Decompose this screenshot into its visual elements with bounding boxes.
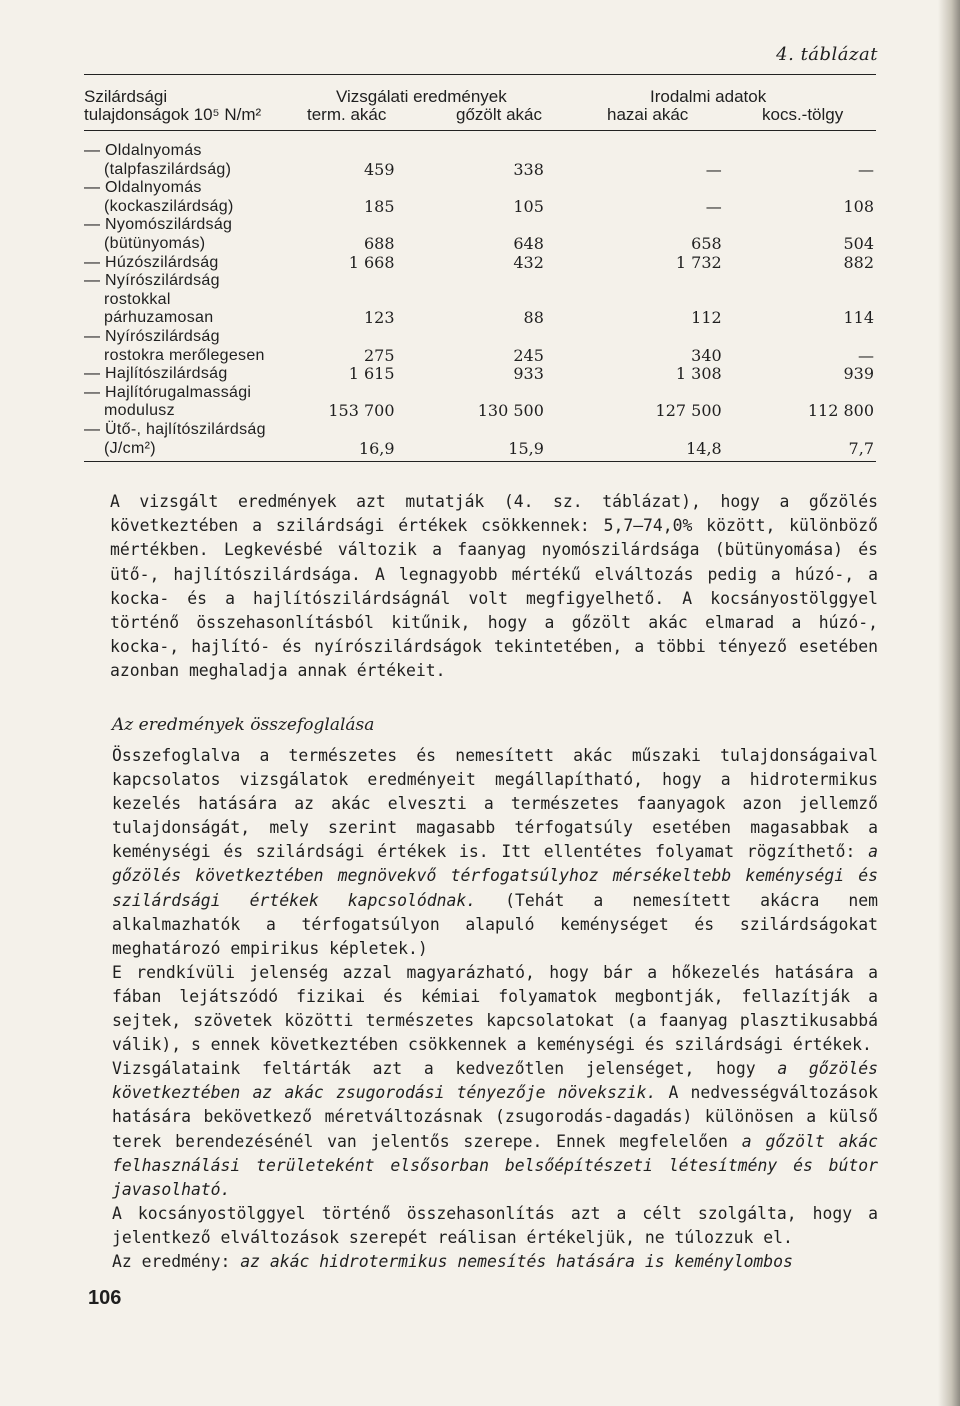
row-label: — Oldalnyomás bbox=[84, 142, 202, 159]
summary-emphasis: a gőzölés következtében megnövekvő térfogatsúlyhoz mérsékeltebb keménységi és szilárdsági értékek kapcsolódnak. bbox=[112, 842, 878, 910]
header-col0-line2: tulajdonságok 10⁵ N/m² bbox=[84, 105, 262, 124]
table-top-rule bbox=[84, 74, 876, 75]
cell-kocs-tolgy: 112 800 bbox=[807, 401, 874, 421]
cell-kocs-tolgy: — bbox=[858, 159, 874, 179]
header-col4: kocs.-tölgy bbox=[762, 105, 844, 124]
row-label: (kockaszilárdság) bbox=[104, 197, 234, 215]
row-label: — Húzószilárdság bbox=[84, 253, 219, 271]
cell-term-akac: 688 bbox=[363, 233, 395, 253]
cell-gozolt-akac: 130 500 bbox=[477, 401, 544, 421]
cell-term-akac: 1 668 bbox=[348, 252, 395, 272]
strength-table bbox=[84, 142, 874, 458]
table-row bbox=[84, 328, 874, 347]
row-label: (bütünyomás) bbox=[104, 234, 206, 252]
row-label: rostokkal bbox=[104, 290, 171, 308]
cell-hazai-akac: 127 500 bbox=[655, 401, 722, 421]
cell-hazai-akac: — bbox=[705, 159, 722, 179]
cell-kocs-tolgy: 7,7 bbox=[848, 438, 874, 458]
header-group-results: Vizsgálati eredmények bbox=[336, 87, 507, 106]
paragraph-text: A vizsgált eredmények azt mutatják (4. sz. táblázat), hogy a gőzölés következtében a szilárdsági értékek csökkennek: 5,7—74,0% között, különböző mértékben. Legkevésbé változik a faanyag nyomószilárdsága (bütünyomása) és ütő-, hajlítószilárdsága. A legnagyobb mértékű elváltozás pedig a húzó-, a kocka- és a hajlítószilárdságnál volt megfigyelhető. A kocsányostölggyel történő összehasonlításból kitűnik, hogy a gőzölt akác elmarad a húzó-, kocka-, hajlító- és nyírószilárdságok tekintetében, a többi tényező esetében azonban meghaladja annak értékeit. bbox=[110, 492, 878, 681]
table-row bbox=[84, 384, 874, 403]
summary-text bbox=[112, 744, 878, 1274]
cell-kocs-tolgy: 882 bbox=[843, 252, 874, 272]
summary-paragraph-1 bbox=[112, 744, 878, 961]
cell-hazai-akac: 14,8 bbox=[686, 438, 722, 458]
header-col0-line1: Szilárdsági bbox=[84, 87, 168, 106]
header-col2: gőzölt akác bbox=[456, 105, 542, 124]
cell-hazai-akac: 1 308 bbox=[675, 364, 722, 384]
row-label: (talpfaszilárdság) bbox=[104, 160, 232, 178]
header-col3: hazai akác bbox=[607, 105, 689, 124]
table-row bbox=[84, 291, 874, 310]
table-bottom-rule bbox=[84, 461, 876, 462]
summary-text-span: Vizsgálataink feltárták azt a kedvezőtlen jelenséget, hogy bbox=[112, 1059, 778, 1079]
cell-hazai-akac: 340 bbox=[691, 345, 722, 365]
table-header-rule bbox=[84, 130, 876, 131]
summary-text-span: A nedvességváltozások hatására bekövetkező méretváltozásnak (zsugorodás-dagadás) különösen a külső terek berendezésénél van jelentős szerepe. Ennek megfelelően bbox=[112, 1083, 878, 1151]
cell-term-akac: 185 bbox=[363, 196, 395, 216]
header-group-literature: Irodalmi adatok bbox=[650, 87, 767, 106]
table-row bbox=[84, 309, 874, 328]
cell-gozolt-akac: 15,9 bbox=[508, 438, 544, 458]
cell-term-akac: 123 bbox=[363, 308, 395, 328]
summary-text-span: (Tehát a nemesített akácra nem alkalmazhatók a térfogatsúlyon alapuló keménységet és szilárdságokat meghatározó empirikus képletek.) bbox=[112, 890, 878, 958]
row-label: — Nyírószilárdság bbox=[84, 272, 220, 290]
summary-text-span: Összefoglalva a természetes és nemesített akác műszaki tulajdonságaival kapcsolatos vizsgálatok eredményeit megállapítható, hogy a hidrotermikus kezelés hatására az akác elveszti a természetes faanyagok azon jellemző tulajdonságát, mely szerint magasabb térfogatsúly esetében magasabbak a keménységi és szilárdsági értékek is. Itt ellentétes folyamat rögzíthető: bbox=[112, 746, 878, 862]
table-row bbox=[84, 142, 874, 161]
header-col1: term. akác bbox=[307, 105, 387, 124]
summary-text-span: Az eredmény: bbox=[112, 1251, 241, 1271]
table-row bbox=[84, 365, 874, 384]
row-label: — Hajlítószilárdság bbox=[84, 365, 228, 383]
cell-kocs-tolgy: 114 bbox=[843, 308, 874, 328]
cell-gozolt-akac: 933 bbox=[513, 364, 544, 384]
table-row bbox=[84, 421, 874, 440]
cell-gozolt-akac: 338 bbox=[513, 159, 544, 179]
summary-emphasis: a gőzölt akác felhasználási területeként elsősorban belsőépítészeti létesítmény és bútor javasolható. bbox=[112, 1131, 878, 1199]
table-row bbox=[84, 272, 874, 291]
summary-paragraph-5 bbox=[112, 1250, 878, 1274]
row-label: — Nyomószilárdság bbox=[84, 216, 233, 234]
cell-hazai-akac: — bbox=[705, 196, 722, 216]
table-label: 4. táblázat bbox=[776, 44, 878, 65]
section-title: Az eredmények összefoglalása bbox=[112, 715, 375, 735]
cell-gozolt-akac: 245 bbox=[513, 345, 544, 365]
summary-emphasis: a gőzölés következtében az akác zsugorodási tényezője növekszik. bbox=[112, 1059, 878, 1103]
table-row bbox=[84, 440, 874, 459]
row-label: (J/cm²) bbox=[104, 439, 156, 457]
table-row bbox=[84, 254, 874, 273]
row-label: — Ütő-, hajlítószilárdság bbox=[84, 420, 266, 438]
cell-term-akac: 1 615 bbox=[348, 364, 395, 384]
cell-kocs-tolgy: 504 bbox=[843, 233, 874, 253]
cell-kocs-tolgy: 108 bbox=[843, 196, 874, 216]
row-label: — Oldalnyomás bbox=[84, 179, 202, 197]
table-row bbox=[84, 179, 874, 198]
row-label: modulusz bbox=[104, 402, 175, 420]
summary-paragraph-2: E rendkívüli jelenség azzal magyarázható, hogy bár a hőkezelés hatására a fában lejátszódó fizikai és kémiai folyamatok megbontják, fellazítják a sejtek, szövetek közötti természetes kapcsolatokat (a faanyag plasztikusabbá válik), s ennek következtében csökkennek a keménységi és szilárdsági értékek. bbox=[112, 962, 878, 1055]
cell-gozolt-akac: 432 bbox=[513, 252, 544, 272]
cell-gozolt-akac: 648 bbox=[513, 233, 544, 253]
results-paragraph bbox=[110, 490, 878, 684]
row-label: — Nyírószilárdság bbox=[84, 327, 220, 345]
cell-gozolt-akac: 105 bbox=[513, 196, 544, 216]
row-label: — Hajlítórugalmassági bbox=[84, 383, 252, 401]
cell-hazai-akac: 112 bbox=[691, 308, 722, 328]
table-row bbox=[84, 216, 874, 235]
summary-emphasis: az akác hidrotermikus nemesítés hatására is keménylombos bbox=[240, 1251, 793, 1271]
row-label: rostokra merőlegesen bbox=[104, 346, 265, 364]
cell-term-akac: 275 bbox=[363, 345, 395, 365]
table-row bbox=[84, 198, 874, 217]
cell-kocs-tolgy: 939 bbox=[843, 364, 874, 384]
summary-paragraph-4: A kocsányostölggyel történő összehasonlítás azt a célt szolgálta, hogy a jelentkező elváltozások szerepét reálisan értékeljük, ne túlozzuk el. bbox=[112, 1203, 878, 1247]
cell-term-akac: 459 bbox=[363, 159, 395, 179]
row-label: párhuzamosan bbox=[104, 309, 214, 327]
page-edge-shadow bbox=[938, 0, 960, 1406]
cell-hazai-akac: 658 bbox=[691, 233, 722, 253]
cell-term-akac: 16,9 bbox=[358, 438, 395, 458]
cell-hazai-akac: 1 732 bbox=[675, 252, 722, 272]
page-number: 106 bbox=[88, 1287, 122, 1309]
table-row bbox=[84, 235, 874, 254]
table-row bbox=[84, 161, 874, 180]
cell-kocs-tolgy: — bbox=[858, 345, 874, 365]
cell-gozolt-akac: 88 bbox=[523, 308, 544, 328]
summary-paragraph-3 bbox=[112, 1057, 878, 1202]
table-row bbox=[84, 347, 874, 366]
cell-term-akac: 153 700 bbox=[328, 401, 395, 421]
table-row bbox=[84, 402, 874, 421]
